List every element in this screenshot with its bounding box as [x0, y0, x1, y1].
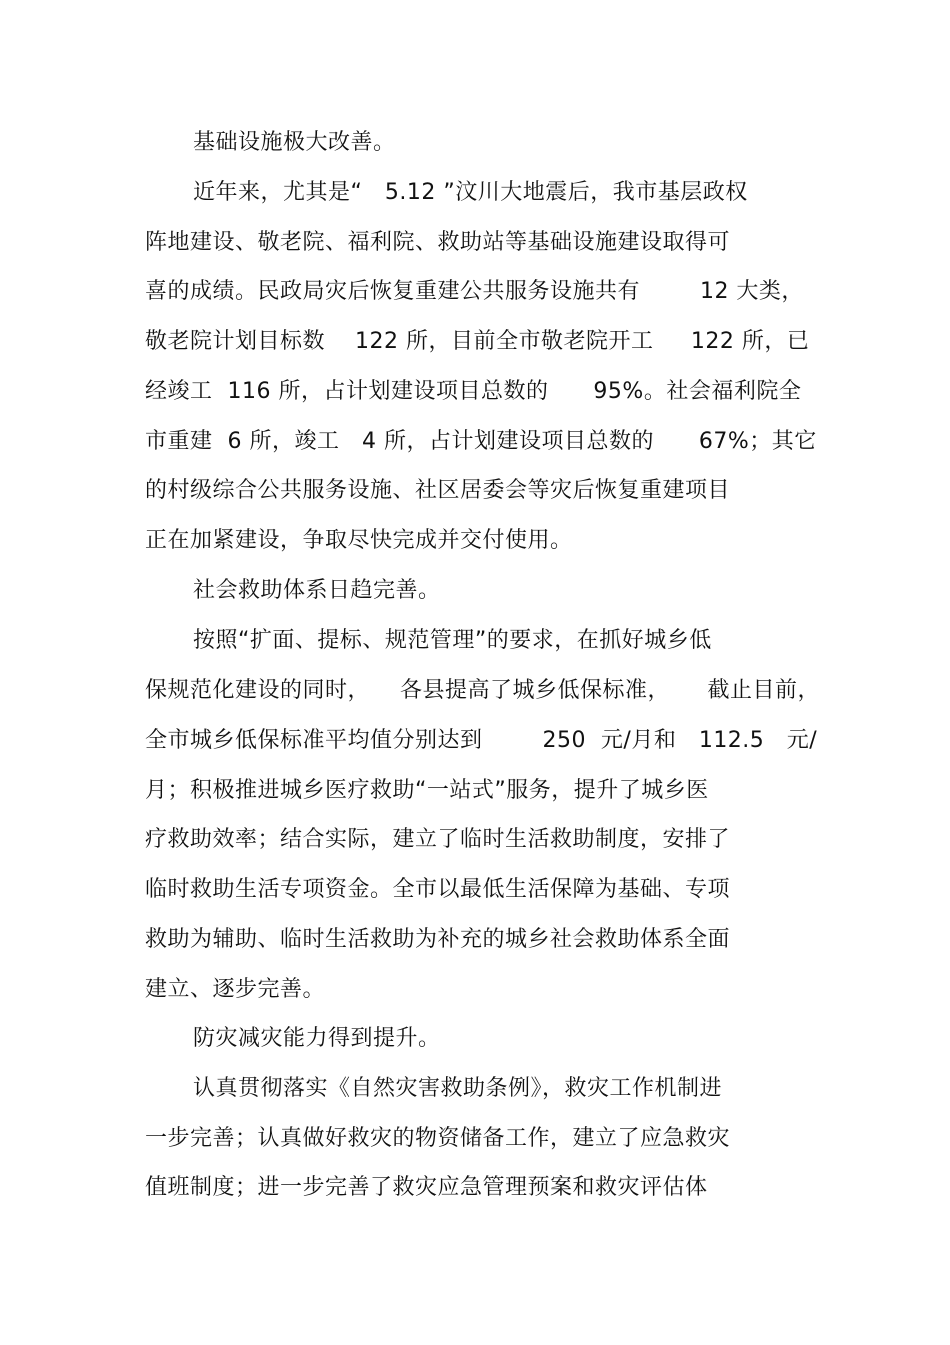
- text-line: 一步完善；认真做好救灾的物资储备工作，建立了应急救灾: [145, 1126, 731, 1151]
- text-line: 认真贯彻落实《自然灾害救助条例》，救灾工作机制进: [193, 1076, 723, 1101]
- text-line: 市重建 6 所，竣工 4 所，占计划建设项目总数的 67%；其它: [145, 429, 817, 454]
- text-line: 救助为辅助、临时生活救助为补充的城乡社会救助体系全面: [145, 927, 731, 952]
- text-line: 按照“扩面、提标、规范管理”的要求，在抓好城乡低: [193, 628, 712, 653]
- text-line: 敬老院计划目标数 122 所，目前全市敬老院开工 122 所，已: [145, 329, 810, 354]
- text-line: 的村级综合公共服务设施、社区居委会等灾后恢复重建项目: [145, 478, 731, 503]
- text-line: 月；积极推进城乡医疗救助“一站式”服务，提升了城乡医: [145, 778, 709, 803]
- text-line: 近年来，尤其是“ 5.12 ”汶川大地震后，我市基层政权: [193, 180, 748, 205]
- text-line: 经竣工 116 所，占计划建设项目总数的 95%。社会福利院全: [145, 379, 802, 404]
- text-line: 建立、逐步完善。: [145, 977, 326, 1002]
- text-line: 临时救助生活专项资金。全市以最低生活保障为基础、专项: [145, 877, 731, 902]
- text-line: 保规范化建设的同时， 各县提高了城乡低保标准， 截止目前，: [145, 678, 820, 703]
- text-line: 基础设施极大改善。: [193, 130, 396, 155]
- text-line: 全市城乡低保标准平均值分别达到 250 元/月和 112.5 元/: [145, 728, 818, 753]
- text-line: 防灾减灾能力得到提升。: [193, 1026, 441, 1051]
- text-line: 喜的成绩。民政局灾后恢复重建公共服务设施共有 12 大类，: [145, 279, 804, 304]
- text-line: 社会救助体系日趋完善。: [193, 578, 441, 603]
- text-line: 阵地建设、敬老院、福利院、救助站等基础设施建设取得可: [145, 230, 731, 255]
- text-line: 疗救助效率；结合实际，建立了临时生活救助制度，安排了: [145, 827, 731, 852]
- text-line: 正在加紧建设，争取尽快完成并交付使用。: [145, 528, 573, 553]
- text-line: 值班制度；进一步完善了救灾应急管理预案和救灾评估体: [145, 1175, 708, 1200]
